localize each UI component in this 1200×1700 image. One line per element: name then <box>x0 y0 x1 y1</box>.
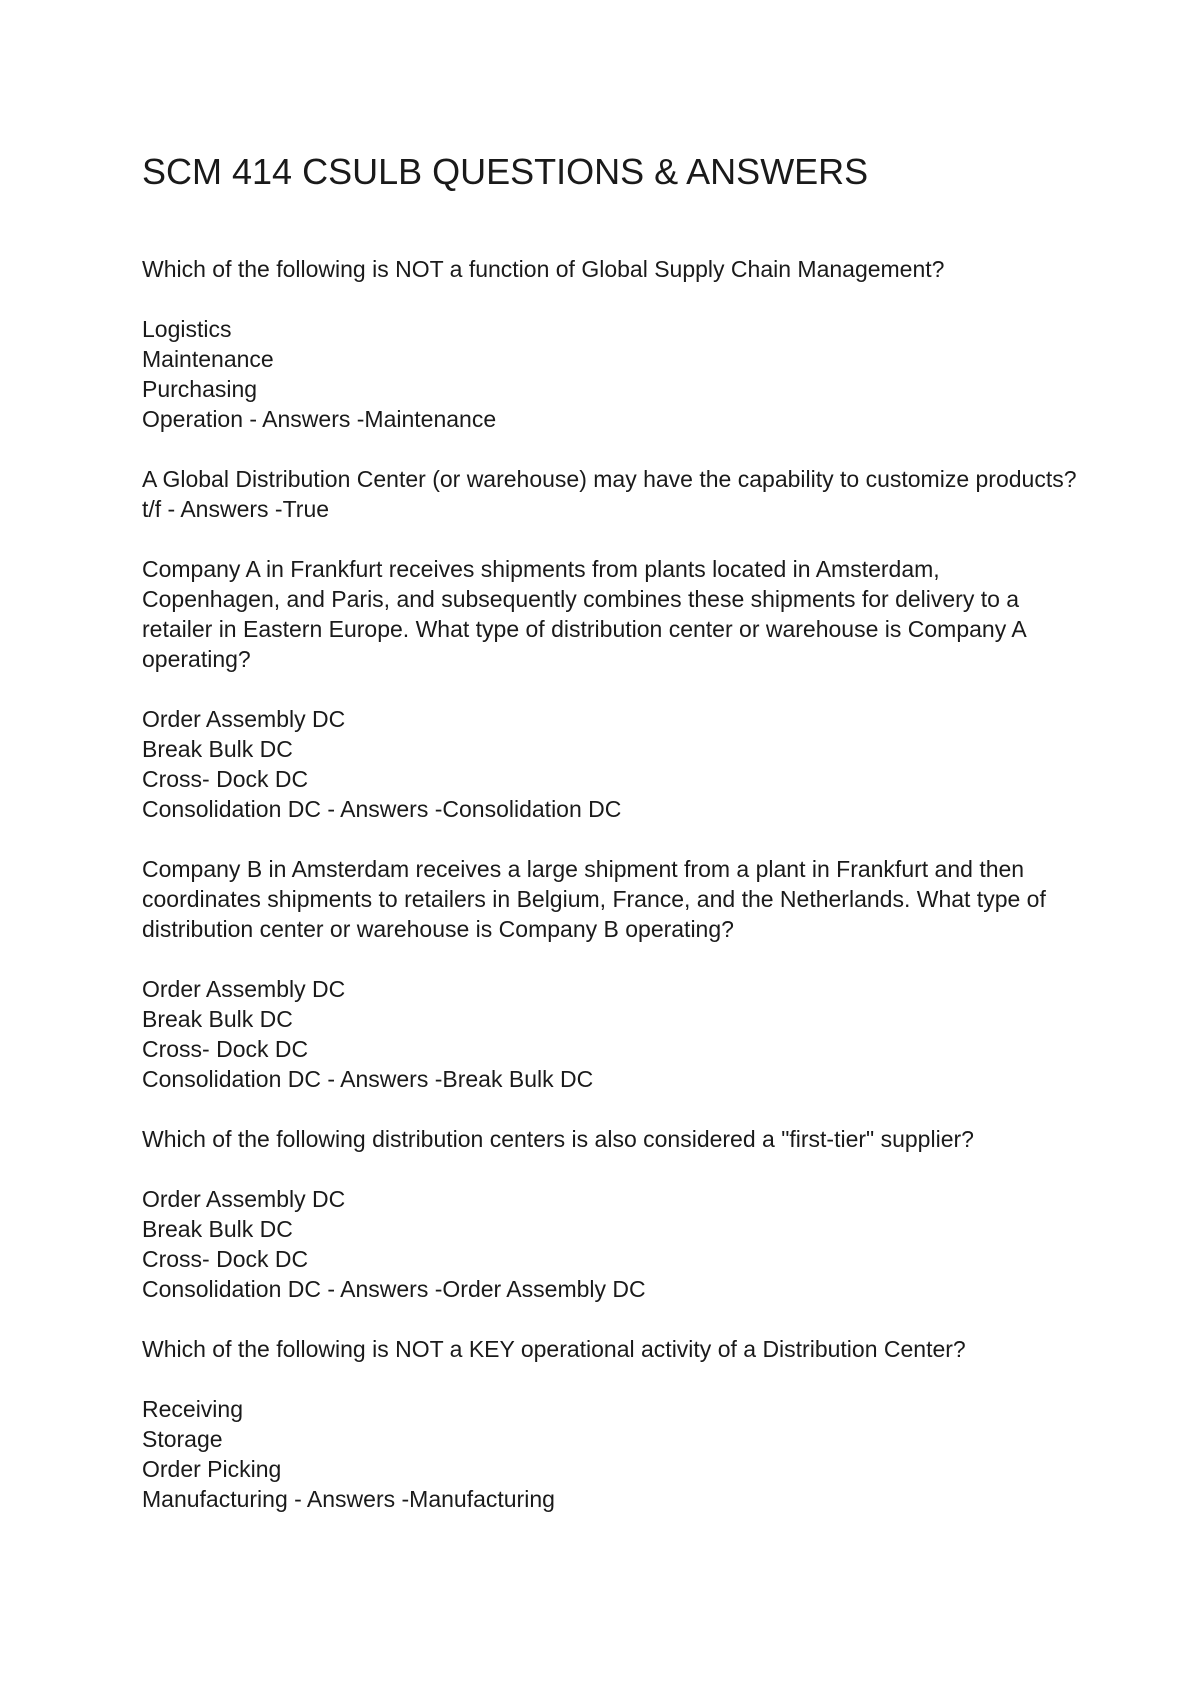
answer-option: Maintenance <box>142 346 274 372</box>
question-text: Company A in Frankfurt receives shipments from plants located in Amsterdam, Copenhagen, and Paris, and subsequently combines these shipments for delivery to a retailer in Eastern Europe. What type of distribution center or warehouse is Company A operating? <box>142 556 1026 672</box>
answer-line: Manufacturing - Answers -Manufacturing <box>142 1486 555 1512</box>
answer-option: Receiving <box>142 1396 243 1422</box>
answer-line: Consolidation DC - Answers -Consolidation DC <box>142 796 622 822</box>
question-text: Which of the following is NOT a function of Global Supply Chain Management? <box>142 256 945 282</box>
answer-line: Consolidation DC - Answers -Order Assembly DC <box>142 1276 646 1302</box>
answer-option: Break Bulk DC <box>142 1006 293 1032</box>
qa-block-2 <box>142 464 1082 524</box>
answer-line: Operation - Answers -Maintenance <box>142 406 497 432</box>
qa-block-5 <box>142 1124 1082 1304</box>
answer-option: Order Picking <box>142 1456 282 1482</box>
answer-option: Cross- Dock DC <box>142 1036 309 1062</box>
qa-block-1 <box>142 254 1082 434</box>
qa-block-4 <box>142 854 1082 1094</box>
question-text: A Global Distribution Center (or warehouse) may have the capability to customize products? <box>142 466 1077 492</box>
question-text: Company B in Amsterdam receives a large shipment from a plant in Frankfurt and then coordinates shipments to retailers in Belgium, France, and the Netherlands. What type of distribution center or warehouse is Company B operating? <box>142 856 1046 942</box>
answer-option: Purchasing <box>142 376 258 402</box>
answer-option: Cross- Dock DC <box>142 766 309 792</box>
answer-option: Order Assembly DC <box>142 706 346 732</box>
answer-option: Order Assembly DC <box>142 1186 346 1212</box>
answer-line: Consolidation DC - Answers -Break Bulk DC <box>142 1066 594 1092</box>
answer-option: Order Assembly DC <box>142 976 346 1002</box>
qa-block-6 <box>142 1334 1082 1514</box>
qa-block-3 <box>142 554 1082 824</box>
answer-option: Break Bulk DC <box>142 1216 293 1242</box>
answer-option: Break Bulk DC <box>142 736 293 762</box>
answer-option: Cross- Dock DC <box>142 1246 309 1272</box>
question-text: Which of the following is NOT a KEY operational activity of a Distribution Center? <box>142 1336 966 1362</box>
question-text: Which of the following distribution centers is also considered a "first-tier" supplier? <box>142 1126 974 1152</box>
answer-line: t/f - Answers -True <box>142 496 330 522</box>
document-title: SCM 414 CSULB QUESTIONS & ANSWERS <box>142 151 869 192</box>
answer-option: Logistics <box>142 316 232 342</box>
document-page <box>142 150 1082 1544</box>
answer-option: Storage <box>142 1426 223 1452</box>
